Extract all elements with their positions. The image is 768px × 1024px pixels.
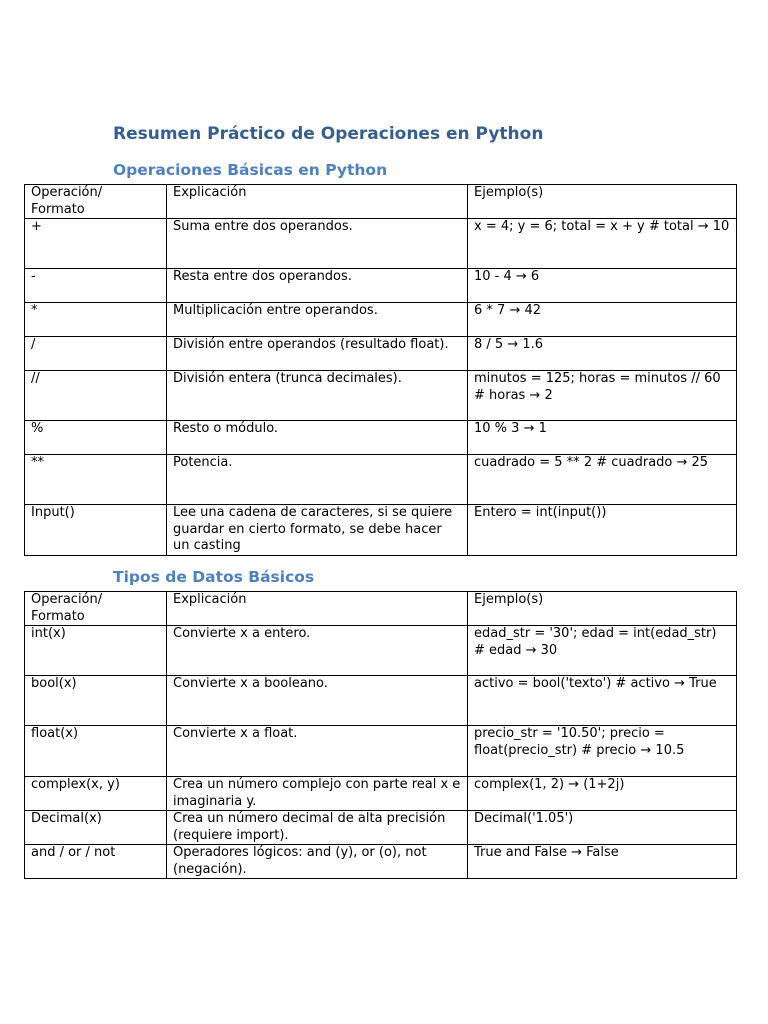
explanation-cell: Convierte x a booleano. (167, 676, 468, 726)
explanation-cell: Crea un número complejo con parte real x e imaginaria y. (167, 777, 468, 811)
table-row (25, 845, 737, 879)
basic-data-types-table (24, 591, 737, 879)
operation-cell: ** (25, 455, 167, 505)
explanation-cell: Resto o módulo. (167, 421, 468, 455)
explanation-cell: Potencia. (167, 455, 468, 505)
op-header: Operación/ Formato (25, 185, 167, 219)
operation-cell: complex(x, y) (25, 777, 167, 811)
example-cell: cuadrado = 5 ** 2 # cuadrado → 25 (468, 455, 737, 505)
explanation-cell: Crea un número decimal de alta precisión (requiere import). (167, 811, 468, 845)
example-header: Ejemplo(s) (468, 185, 737, 219)
explanation-cell: División entre operandos (resultado float). (167, 337, 468, 371)
table-row (25, 626, 737, 676)
operation-cell: Input() (25, 505, 167, 556)
example-cell: activo = bool('texto') # activo → True (468, 676, 737, 726)
example-cell: edad_str = '30'; edad = int(edad_str) # edad → 30 (468, 626, 737, 676)
table-row (25, 455, 737, 505)
operation-cell: + (25, 219, 167, 269)
example-cell: x = 4; y = 6; total = x + y # total → 10 (468, 219, 737, 269)
operation-cell: float(x) (25, 726, 167, 777)
example-cell: precio_str = '10.50'; precio = float(precio_str) # precio → 10.5 (468, 726, 737, 777)
operation-cell: Decimal(x) (25, 811, 167, 845)
explanation-cell: Resta entre dos operandos. (167, 269, 468, 303)
explanation-cell: Multiplicación entre operandos. (167, 303, 468, 337)
operation-cell: / (25, 337, 167, 371)
page-title: Resumen Práctico de Operaciones en Python (113, 124, 544, 144)
table-row (25, 303, 737, 337)
operation-cell: and / or / not (25, 845, 167, 879)
explanation-cell: Suma entre dos operandos. (167, 219, 468, 269)
example-cell: 6 * 7 → 42 (468, 303, 737, 337)
table-row (25, 371, 737, 421)
explanation-cell: Lee una cadena de caracteres, si se quiere guardar en cierto formato, se debe hacer un casting (167, 505, 468, 556)
operation-cell: int(x) (25, 626, 167, 676)
table-row (25, 219, 737, 269)
table-row (25, 421, 737, 455)
table-row (25, 505, 737, 556)
table-row (25, 811, 737, 845)
table-row (25, 337, 737, 371)
section-heading-basic-operations: Operaciones Básicas en Python (113, 161, 388, 179)
example-header: Ejemplo(s) (468, 592, 737, 626)
operation-cell: - (25, 269, 167, 303)
example-cell: 10 - 4 → 6 (468, 269, 737, 303)
explanation-cell: Operadores lógicos: and (y), or (o), not (negación). (167, 845, 468, 879)
explanation-header: Explicación (167, 185, 468, 219)
table-header-row (25, 185, 737, 219)
explanation-cell: Convierte x a float. (167, 726, 468, 777)
table-row (25, 777, 737, 811)
operation-cell: // (25, 371, 167, 421)
example-cell: True and False → False (468, 845, 737, 879)
explanation-cell: División entera (trunca decimales). (167, 371, 468, 421)
op-header: Operación/ Formato (25, 592, 167, 626)
example-cell: Decimal('1.05') (468, 811, 737, 845)
explanation-cell: Convierte x a entero. (167, 626, 468, 676)
table-row (25, 676, 737, 726)
table-row (25, 269, 737, 303)
example-cell: 10 % 3 → 1 (468, 421, 737, 455)
example-cell: minutos = 125; horas = minutos // 60 # horas → 2 (468, 371, 737, 421)
table-header-row (25, 592, 737, 626)
basic-operations-table (24, 184, 737, 556)
operation-cell: bool(x) (25, 676, 167, 726)
example-cell: Entero = int(input()) (468, 505, 737, 556)
example-cell: complex(1, 2) → (1+2j) (468, 777, 737, 811)
section-heading-basic-data-types: Tipos de Datos Básicos (113, 568, 315, 586)
explanation-header: Explicación (167, 592, 468, 626)
table-row (25, 726, 737, 777)
operation-cell: * (25, 303, 167, 337)
example-cell: 8 / 5 → 1.6 (468, 337, 737, 371)
operation-cell: % (25, 421, 167, 455)
